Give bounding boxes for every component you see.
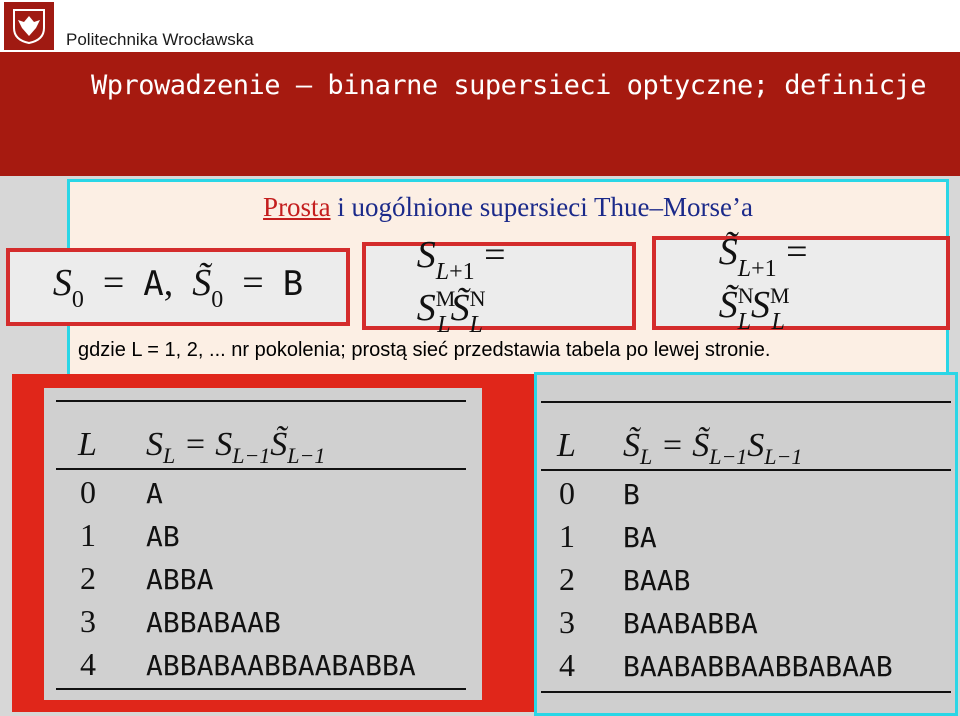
table-top-rule	[56, 400, 466, 402]
row-L: 2	[80, 560, 96, 596]
exp-m-2: M	[769, 283, 790, 308]
row-L: 2	[559, 561, 575, 597]
equation-s-next: $S_{L+1}$ = $S^M_LS̃^N_L$	[362, 242, 636, 330]
st0-value: B	[282, 263, 304, 304]
header-L: L	[557, 427, 576, 464]
row-L: 0	[80, 474, 96, 510]
row-L: 3	[80, 603, 96, 639]
row-value: BAABABBAABBABAAB	[623, 650, 893, 683]
row-value: BA	[623, 521, 657, 554]
subtitle-rest: i uogólnione supersieci Thue–Morse’a	[337, 192, 753, 222]
table-top-rule	[541, 401, 951, 403]
exp-n-1: N	[469, 286, 486, 311]
header-formula: $S̃_L$ = $S̃_{L-1}S_{L-1}$	[623, 427, 803, 469]
simple-lattice-table	[44, 388, 482, 700]
row-value: BAABABBA	[623, 607, 758, 640]
equation-initial: $S_0 = A$, $S̃_0 = B$	[6, 248, 350, 326]
row-value: ABBABAAB	[146, 606, 281, 639]
university-logo	[4, 2, 54, 50]
table-header-rule	[541, 469, 951, 471]
row-value: ABBA	[146, 563, 214, 596]
s0-value: A	[143, 263, 164, 304]
generation-note: gdzie L = 1, 2, ... nr pokolenia; prostą sieć przedstawia tabela po lewej stronie.	[78, 339, 771, 361]
slide-title: Wprowadzenie — binarne supersieci optyczne; definicje	[91, 70, 927, 101]
panel-subtitle	[70, 192, 946, 223]
header-L: L	[78, 426, 97, 463]
eagle-crest-icon	[12, 8, 46, 44]
table-header-rule	[56, 468, 466, 470]
subtitle-highlight: Prosta	[263, 192, 331, 222]
row-value: BAAB	[623, 564, 691, 597]
row-L: 3	[559, 604, 575, 640]
row-L: 1	[559, 518, 575, 554]
row-L: 0	[559, 475, 575, 511]
exp-m-1: M	[435, 286, 456, 311]
header-formula: $S_L$ = $S_{L-1}S̃_{L-1}$	[146, 426, 326, 468]
university-name: Politechnika Wrocławska	[66, 30, 254, 49]
table-bottom-rule	[56, 688, 466, 690]
exp-n-2: N	[737, 283, 754, 308]
row-L: 1	[80, 517, 96, 553]
row-L: 4	[559, 647, 575, 683]
row-value: B	[623, 478, 640, 511]
table-bottom-rule	[541, 691, 951, 693]
row-value: A	[146, 477, 163, 510]
row-L: 4	[80, 646, 96, 682]
complement-lattice-table	[534, 372, 958, 716]
row-value: AB	[146, 520, 180, 553]
equation-st-next: $S̃_{L+1}$ = $S̃^N_LS^M_L$	[652, 236, 950, 330]
row-value: ABBABAABBAABABBA	[146, 649, 416, 682]
top-bar	[0, 0, 960, 52]
